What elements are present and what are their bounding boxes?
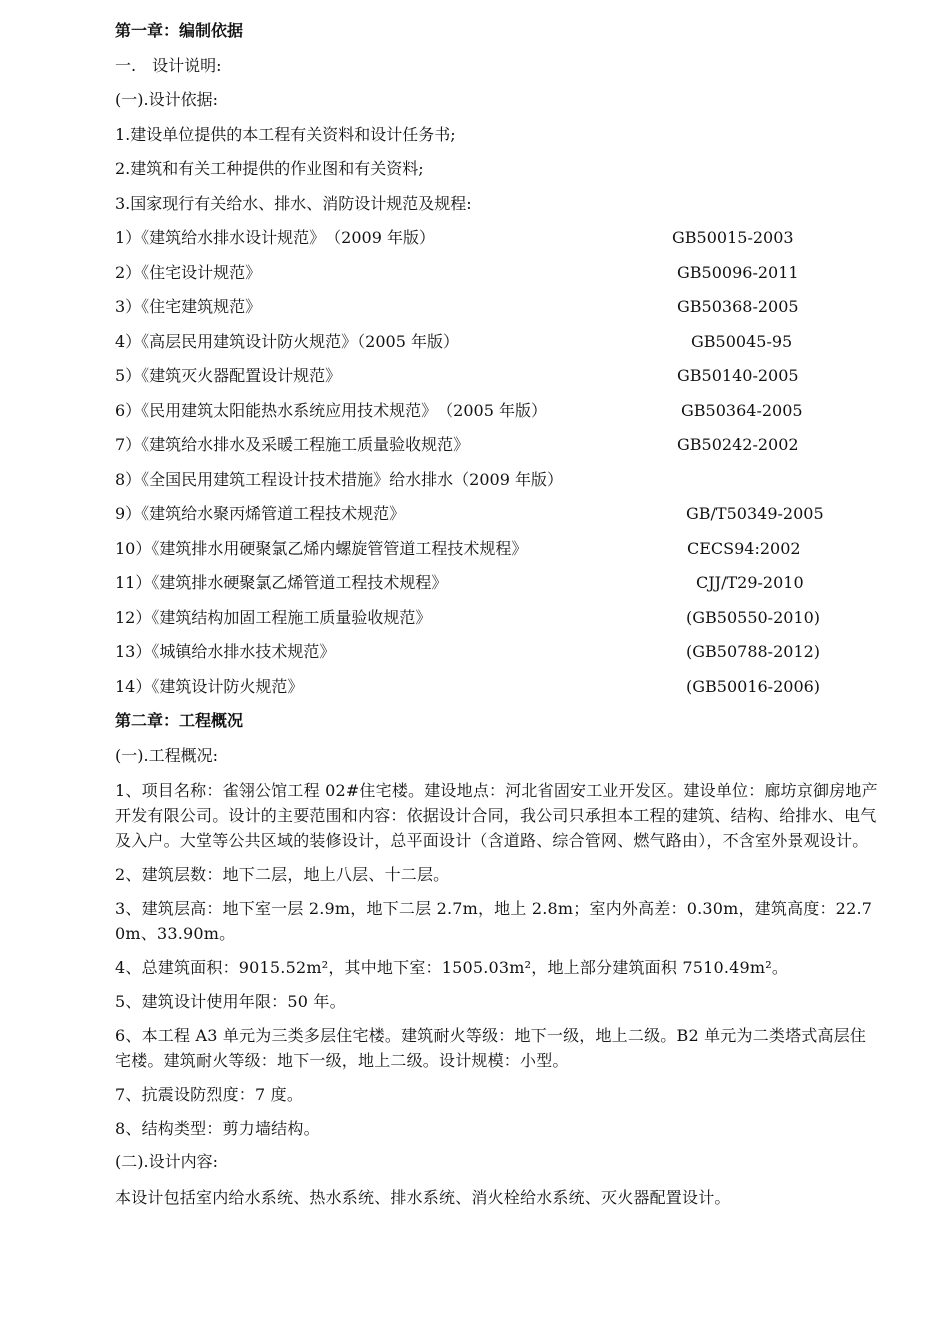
standard-row [115, 463, 880, 498]
standard-title: 9）《建筑给水聚丙烯管道工程技术规范》 [115, 504, 406, 523]
overview-paragraph: 4、总建筑面积：9015.52m²，其中地下室：1505.03m²，地上部分建筑面积 7510.49m²。 [115, 958, 789, 977]
standard-code: (GB50550-2010) [686, 607, 821, 627]
standard-row [115, 428, 880, 463]
standard-code: GB50045-95 [691, 331, 793, 351]
standard-row [115, 566, 880, 601]
standard-code: GB50015-2003 [672, 228, 794, 247]
subsection-design-content: (二).设计内容: [115, 1152, 218, 1171]
standard-row [115, 601, 880, 636]
design-content-paragraph: 本设计包括室内给水系统、热水系统、排水系统、消火栓给水系统、灭火器配置设计。 [115, 1187, 731, 1207]
standard-code: GB50096-2011 [677, 262, 799, 282]
standard-row [115, 256, 880, 291]
standard-code: GB50242-2002 [677, 435, 799, 454]
subsection-design-basis: (一).设计依据: [115, 90, 218, 109]
standard-title: 1）《建筑给水排水设计规范》 （2009 年版） [115, 228, 435, 247]
subsection-project-overview: (一).工程概况: [115, 745, 218, 765]
section-design-description: 一. 设计说明: [115, 55, 222, 75]
standard-code: GB50368-2005 [677, 297, 799, 316]
chapter2-title: 第二章：工程概况 [115, 711, 244, 730]
standard-title: 5）《建筑灭火器配置设计规范》 [115, 366, 342, 385]
standard-code: (GB50016-2006) [686, 676, 821, 696]
standard-title: 8）《全国民用建筑工程设计技术措施》给水排水（2009 年版） [115, 469, 563, 489]
basis-item: 3.国家现行有关给水、排水、消防设计规范及规程: [115, 193, 472, 213]
standard-title: 10）《建筑排水用硬聚氯乙烯内螺旋管管道工程技术规程》 [115, 538, 528, 558]
standard-row [115, 497, 880, 532]
standard-code: CJJ/T29-2010 [696, 573, 804, 592]
standard-title: 2）《住宅设计规范》 [115, 262, 262, 282]
overview-paragraph: 5、建筑设计使用年限：50 年。 [115, 992, 346, 1011]
standard-title: 12）《建筑结构加固工程施工质量验收规范》 [115, 607, 432, 627]
standard-title: 14）《建筑设计防火规范》 [115, 676, 304, 696]
standard-code: (GB50788-2012) [686, 642, 821, 661]
standard-row [115, 325, 880, 360]
standard-title: 3）《住宅建筑规范》 [115, 297, 262, 316]
overview-paragraph: 1、项目名称：雀翎公馆工程 02#住宅楼。建设地点：河北省固安工业开发区。建设单位：廊坊京御房地产开发有限公司。设计的主要范围和内容：依据设计合同，我公司只承担本工程的建筑、结构、给排水、电气及入户。大堂等公共区域的装修设计，总平面设计（含道路、综合管网、燃气路由），不含室外景观设计。 [115, 781, 878, 850]
overview-paragraph: 8、结构类型：剪力墙结构。 [115, 1119, 320, 1138]
standard-row [115, 359, 880, 394]
standard-row [115, 221, 880, 256]
document-page [115, 14, 880, 1214]
standard-row [115, 394, 880, 429]
overview-paragraph: 7、抗震设防烈度：7 度。 [115, 1085, 304, 1104]
standard-title: 11）《建筑排水硬聚氯乙烯管道工程技术规程》 [115, 573, 448, 592]
standard-row [115, 290, 880, 325]
standard-code: GB50364-2005 [681, 400, 803, 420]
chapter1-title: 第一章：编制依据 [115, 21, 244, 40]
standard-code: GB50140-2005 [677, 366, 799, 385]
standard-row [115, 635, 880, 670]
standard-title: 7）《建筑给水排水及采暖工程施工质量验收规范》 [115, 435, 470, 454]
overview-paragraph: 3、建筑层高：地下室一层 2.9m，地下二层 2.7m，地上 2.8m；室内外高差：0.30m，建筑高度：22.70m、33.90m。 [115, 899, 873, 943]
overview-paragraph: 6、本工程 A3 单元为三类多层住宅楼。建筑耐火等级：地下一级，地上二级。B2 单元为二类塔式高层住宅楼。建筑耐火等级：地下一级，地上二级。设计规模：小型。 [115, 1026, 867, 1070]
standard-code: CECS94:2002 [687, 538, 801, 558]
basis-item: 2.建筑和有关工种提供的作业图和有关资料; [115, 159, 424, 178]
standard-row [115, 670, 880, 705]
standard-title: 13）《城镇给水排水技术规范》 [115, 642, 336, 661]
standard-code: GB/T50349-2005 [686, 504, 824, 523]
basis-item: 1.建设单位提供的本工程有关资料和设计任务书; [115, 124, 456, 144]
overview-paragraph: 2、建筑层数：地下二层，地上八层、十二层。 [115, 865, 450, 884]
standard-title: 4）《高层民用建筑设计防火规范》（2005 年版） [115, 331, 459, 351]
standard-title: 6）《民用建筑太阳能热水系统应用技术规范》 （2005 年版） [115, 400, 547, 420]
standard-row [115, 532, 880, 567]
